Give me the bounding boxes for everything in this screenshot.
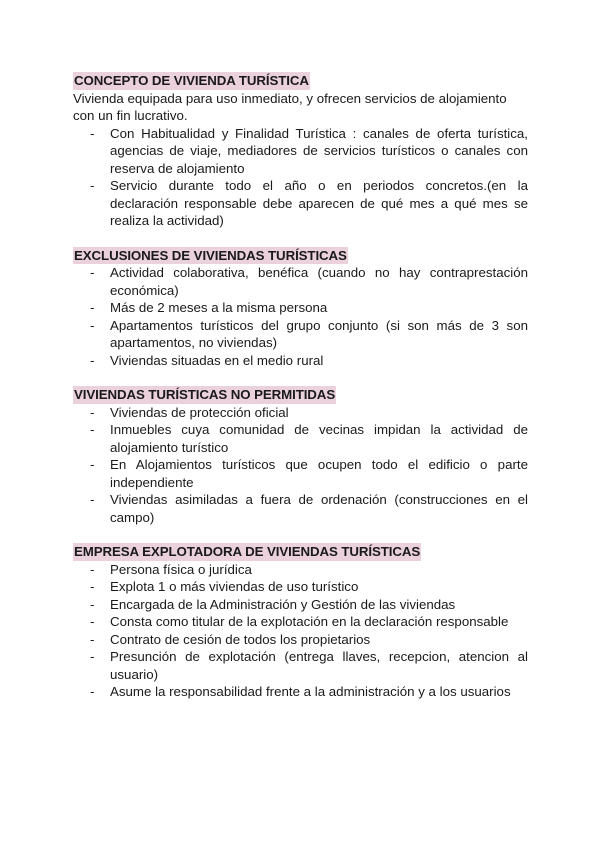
- list-item-text: Contrato de cesión de todos los propietarios: [110, 631, 371, 647]
- bullet-list: [73, 404, 528, 527]
- list-item: [73, 631, 528, 649]
- list-item-text: Viviendas asimiladas a fuera de ordenación (construcciones en el campo): [110, 492, 528, 525]
- section-heading: EMPRESA EXPLOTADORA DE VIVIENDAS TURÍSTICAS: [74, 544, 421, 559]
- section-no-permitidas: [73, 386, 528, 526]
- list-item: [73, 561, 528, 579]
- list-item-text: Viviendas situadas en el medio rural: [110, 352, 324, 368]
- list-item: [73, 491, 528, 526]
- dash-marker: -: [90, 614, 95, 629]
- list-item: [73, 683, 528, 701]
- list-item: [73, 264, 528, 299]
- list-item-text: En Alojamientos turísticos que ocupen todo el edificio o parte independiente: [110, 457, 528, 490]
- dash-marker: -: [90, 684, 95, 699]
- list-item: [73, 613, 528, 631]
- list-item-text: Servicio durante todo el año o en periodos concretos.(en la declaración responsable debe aparecen de qué mes a qué mes se realiza la actividad): [110, 178, 528, 228]
- dash-marker: -: [90, 649, 95, 664]
- bullet-list: [73, 561, 528, 701]
- list-item-text: Persona física o jurídica: [110, 561, 252, 577]
- dash-marker: -: [90, 561, 95, 577]
- dash-marker: -: [90, 631, 95, 647]
- list-item-text: Consta como titular de la explotación en la declaración responsable: [110, 614, 509, 629]
- dash-marker: -: [90, 579, 95, 594]
- list-item: [73, 578, 528, 596]
- list-item-text: Asume la responsabilidad frente a la administración y a los usuarios: [110, 684, 511, 699]
- list-item-text: Apartamentos turísticos del grupo conjunto (si son más de 3 son apartamentos, no viviendas): [110, 317, 528, 350]
- section-intro: Vivienda equipada para uso inmediato, y ofrecen servicios de alojamiento con un fin lucrativo.: [73, 90, 507, 123]
- dash-marker: -: [90, 596, 95, 612]
- section-heading: EXCLUSIONES DE VIVIENDAS TURÍSTICAS: [74, 247, 347, 263]
- list-item: [73, 317, 528, 352]
- section-empresa-explotadora: [73, 543, 528, 701]
- dash-marker: -: [90, 317, 95, 333]
- list-item-text: Viviendas de protección oficial: [110, 404, 289, 420]
- list-item-text: Con Habitualidad y Finalidad Turística : canales de oferta turística, agencias de viaje, mediadores de servicios turísticos o canales con reserva de alojamiento: [110, 125, 528, 176]
- bullet-list: [73, 264, 528, 369]
- dash-marker: -: [90, 352, 95, 368]
- list-item-text: Inmuebles cuya comunidad de vecinas impidan la actividad de alojamiento turístico: [110, 422, 528, 455]
- section-exclusiones: [73, 247, 528, 370]
- dash-marker: -: [90, 300, 95, 315]
- list-item: [73, 404, 528, 422]
- list-item-text: Actividad colaborativa, benéfica (cuando no hay contraprestación económica): [110, 265, 528, 298]
- list-item-text: Explota 1 o más viviendas de uso turístico: [110, 579, 359, 594]
- list-item-text: Presunción de explotación (entrega llaves, recepcion, atencion al usuario): [110, 649, 528, 682]
- list-item-text: Más de 2 meses a la misma persona: [110, 300, 328, 315]
- document-page: [73, 72, 528, 701]
- list-item: [73, 421, 528, 456]
- list-item: [73, 125, 528, 178]
- dash-marker: -: [90, 125, 95, 141]
- dash-marker: -: [90, 178, 95, 193]
- dash-marker: -: [90, 422, 95, 437]
- dash-marker: -: [90, 404, 95, 420]
- section-heading: CONCEPTO DE VIVIENDA TURÍSTICA: [74, 73, 309, 88]
- section-heading: VIVIENDAS TURÍSTICAS NO PERMITIDAS: [74, 387, 336, 402]
- dash-marker: -: [90, 492, 95, 507]
- bullet-list: [73, 125, 528, 230]
- list-item: [73, 648, 528, 683]
- list-item: [73, 352, 528, 370]
- list-item-text: Encargada de la Administración y Gestión de las viviendas: [110, 596, 456, 612]
- section-concepto: [73, 72, 528, 230]
- list-item: [73, 596, 528, 614]
- dash-marker: -: [90, 457, 95, 472]
- dash-marker: -: [90, 265, 95, 280]
- list-item: [73, 177, 528, 230]
- list-item: [73, 299, 528, 317]
- list-item: [73, 456, 528, 491]
